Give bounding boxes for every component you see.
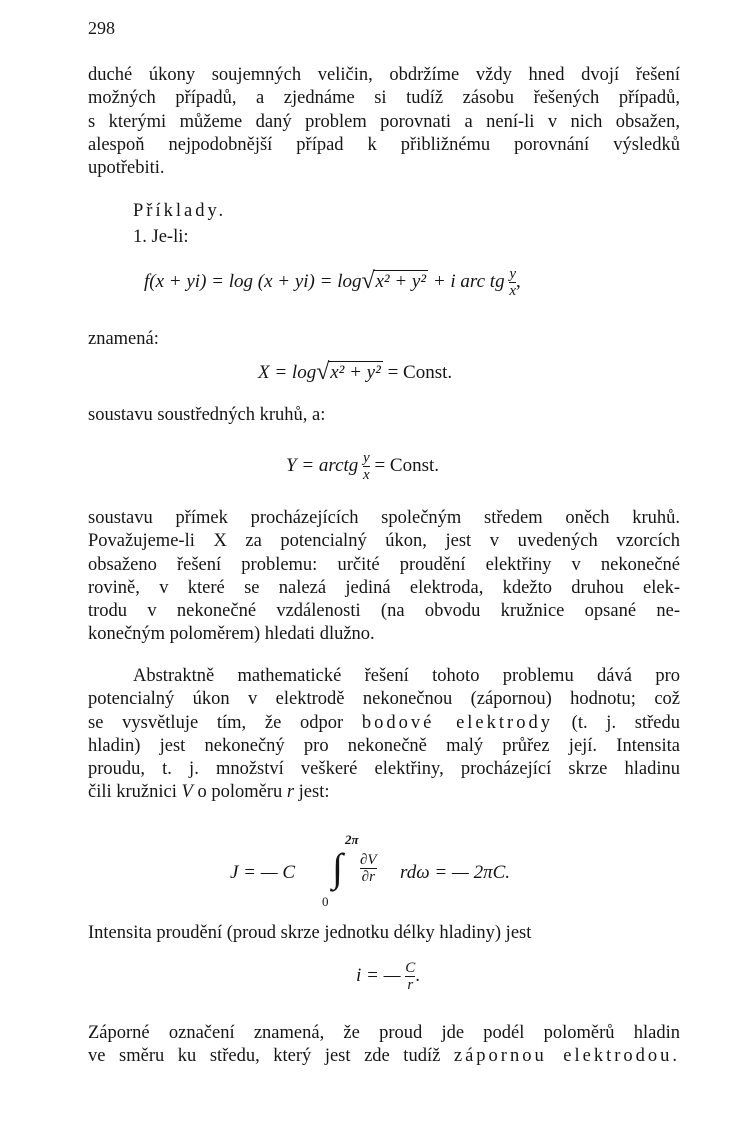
formula-i (356, 960, 420, 993)
sqrt-symbol: √ x² + y² (316, 359, 381, 385)
text-line: upotřebiti. (88, 158, 165, 179)
example-item-label: 1. Je-li: (133, 227, 189, 247)
paragraph-abstraktne (88, 665, 680, 805)
sqrt-body: x² + y² (330, 362, 381, 383)
text-line: duché úkony soujemných veličin, obdržíme vždy hned dvojí řešení (88, 65, 680, 85)
paragraph-zaporne (88, 1022, 680, 1069)
emphasis-text: zápornou elektrodou. (453, 1046, 681, 1067)
text-line (88, 781, 680, 804)
text-line: Abstraktně mathematické řešení tohoto problemu dává pro (133, 666, 680, 686)
text-line: konečným poloměrem) hledati dlužno. (88, 624, 375, 645)
fraction-denominator: r (405, 976, 415, 993)
text-line: obsaženo řešení problemu: určité proudění elektřiny v nekonečné (88, 554, 680, 575)
text-kruhu: soustavu soustředných kruhů, a: (88, 405, 326, 425)
formula-y-const (286, 450, 439, 483)
integral-lower-limit: 0 (322, 894, 329, 909)
fraction-c-over-r (405, 960, 415, 993)
integral-sign: ∫ (332, 845, 343, 890)
fraction-y-over-x (509, 266, 516, 299)
text-fragment: čili kružnici (88, 782, 177, 803)
text-znamena: znamená: (88, 329, 159, 349)
text-line: možných případů, a zjednáme si tudíž zásobu řešených případů, (88, 88, 680, 109)
text-line (88, 712, 680, 735)
sqrt-symbol: √ x² + y² (361, 267, 427, 294)
formula-x-const (258, 359, 453, 385)
emphasis-text: bodové elektrody (361, 712, 553, 733)
text-intensita: Intensita proudění (proud skrze jednotku délky hladiny) jest (88, 923, 532, 943)
formula-rhs: = Const. (374, 454, 440, 476)
formula-lhs: X = log (258, 362, 317, 383)
text-fragment: o poloměru (197, 782, 283, 803)
text-line (88, 1045, 680, 1068)
symbol-r: r (286, 782, 295, 803)
fraction-denominator: ∂r (361, 869, 375, 885)
fraction-numerator: ∂V (360, 852, 377, 868)
formula-period: . (415, 964, 421, 986)
fraction-numerator: y (509, 266, 517, 282)
symbol-v: V (181, 782, 193, 803)
integral-upper-limit: 2π (345, 832, 359, 847)
text-line: trodu v nekonečné vzdálenosti (na obvodu kružnice opsané ne- (88, 601, 680, 622)
text-line: hladin) jest nekonečný pro nekonečně malý průřez její. Intensita (88, 735, 680, 756)
heading-text: Příklady. (133, 201, 227, 221)
text-line: Záporné označení znamená, že proud jde podél poloměrů hladin (88, 1023, 680, 1043)
formula-lhs: J = — C (230, 862, 296, 883)
formula-integral (230, 830, 530, 910)
section-heading (133, 200, 226, 223)
text-line: s kterými můžeme daný problem porovnati a není-li v nich obsažen, (88, 111, 680, 132)
formula-lhs: i = — (356, 964, 401, 986)
paragraph-primek (88, 507, 680, 647)
formula-rhs: = Const. (387, 362, 453, 383)
text-line: Považujeme-li X za potencialný úkon, jest v uvedených vzorcích (88, 531, 680, 552)
text-line: soustavu přímek procházejících společným středem oněch kruhů. (88, 508, 680, 528)
paragraph-intro (88, 64, 680, 180)
page-number: 298 (88, 18, 115, 38)
formula-arctg: + i arc tg (432, 270, 505, 292)
formula-complex-log (144, 266, 521, 299)
text-fragment: jest: (298, 782, 330, 803)
fraction-denominator: x (363, 467, 370, 483)
sqrt-body: x² + y² (375, 270, 427, 292)
formula-lhs: f(x + yi) = log (x + yi) = log (144, 270, 362, 292)
text-fragment: (t. j. středu (571, 712, 681, 733)
formula-comma: , (516, 270, 521, 292)
text-line: potencialný úkon v elektrodě nekonečnou (zápornou) hodnotu; což (88, 689, 680, 710)
text-fragment: ve směru ku středu, který jest zde tudíž (88, 1046, 441, 1067)
fraction-numerator: y (363, 450, 370, 466)
formula-lhs: Y = arctg (286, 454, 359, 476)
text-line: rovině, v které se nalezá jediná elektroda, kdežto druhou elek- (88, 577, 680, 598)
formula-rhs: rdω = — 2πC. (400, 862, 511, 883)
fraction-partial (360, 852, 377, 885)
text-fragment: se vysvětluje tím, že odpor (88, 712, 344, 733)
fraction-denominator: x (509, 283, 517, 299)
text-line: proudu, t. j. množství veškeré elektřiny, procházející skrze hladinu (88, 759, 680, 780)
fraction-y-over-x (363, 450, 370, 483)
fraction-numerator: C (405, 960, 416, 976)
text-line: alespoň nejpodobnější případ k přibližnému porovnání výsledků (88, 134, 680, 155)
